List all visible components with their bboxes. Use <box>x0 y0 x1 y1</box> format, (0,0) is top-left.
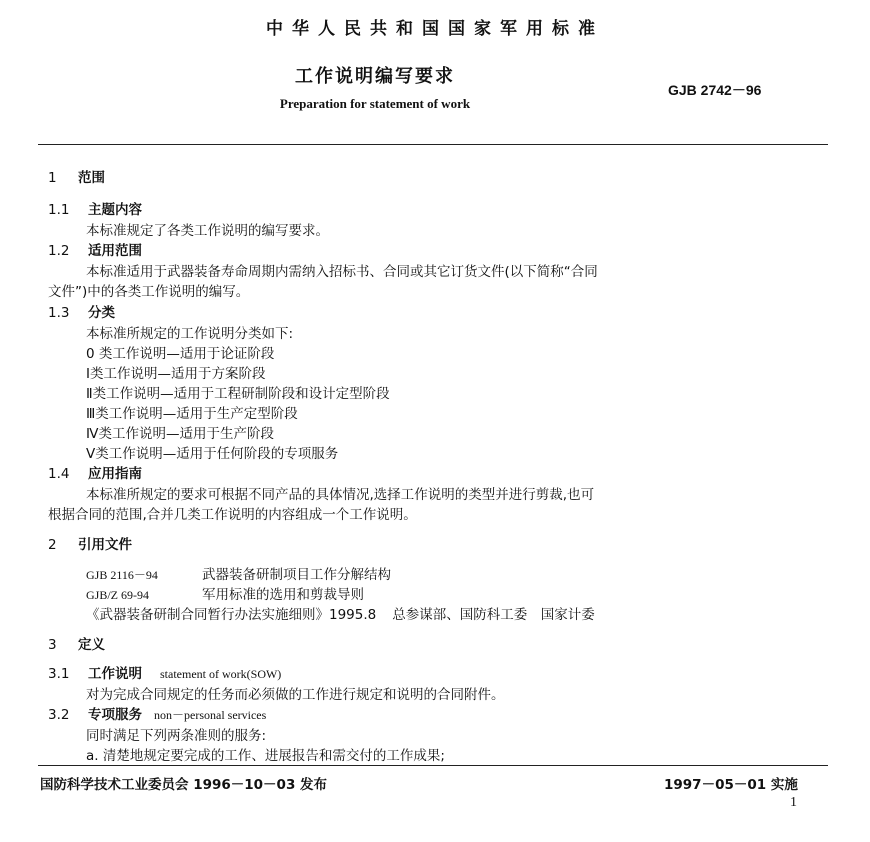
list-item: Ⅳ类工作说明—适用于生产阶段 <box>86 426 274 442</box>
effective-date: 1997－05－01 实施 <box>664 777 798 793</box>
reference-name: 军用标准的选用和剪裁导则 <box>202 587 364 603</box>
term-english: statement of work(SOW) <box>160 667 282 681</box>
english-title: Preparation for statement of work <box>279 96 471 111</box>
paragraph-line: 根据合同的范围,合并几类工作说明的内容组成一个工作说明。 <box>48 507 417 523</box>
section-1-3-heading <box>48 301 115 321</box>
section-3-2-heading <box>48 703 266 723</box>
list-item: Ⅲ类工作说明—适用于生产定型阶段 <box>86 406 298 422</box>
section-number: 1 <box>48 170 57 186</box>
reference-code: 《武器装备研制合同暂行办法实施细则》1995.8 <box>86 607 377 623</box>
section-2-heading <box>48 533 132 553</box>
paragraph: 对为完成合同规定的任务而必须做的工作进行规定和说明的合同附件。 <box>86 687 505 703</box>
section-title: 定义 <box>78 637 105 653</box>
reference-code: GJB 2116－94 <box>86 568 158 582</box>
section-title: 引用文件 <box>78 537 132 553</box>
section-number: 1.2 <box>48 243 70 259</box>
header-divider <box>38 144 828 145</box>
section-3-1-heading <box>48 662 281 682</box>
standard-code: GJB 2742－96 <box>668 82 762 98</box>
reference-item <box>86 563 391 583</box>
section-number: 1.3 <box>48 305 70 321</box>
term-english: non－personal services <box>154 708 267 722</box>
list-item: Ⅱ类工作说明—适用于工程研制阶段和设计定型阶段 <box>86 386 390 402</box>
section-number: 1.4 <box>48 466 70 482</box>
section-number: 3.2 <box>48 707 70 723</box>
section-title: 分类 <box>88 305 115 321</box>
section-number: 1.1 <box>48 202 70 218</box>
issuer-date: 国防科学技术工业委员会 1996－10－03 发布 <box>40 777 328 793</box>
reference-code: GJB/Z 69-94 <box>86 588 149 602</box>
paragraph-line: 本标准所规定的要求可根据不同产品的具体情况,选择工作说明的类型并进行剪裁,也可 <box>86 487 595 503</box>
paragraph: 同时满足下列两条准则的服务: <box>86 728 267 744</box>
section-1-4-heading <box>48 462 142 482</box>
reference-item <box>86 603 595 623</box>
section-3-heading <box>48 633 105 653</box>
list-item: Ⅴ类工作说明—适用于任何阶段的专项服务 <box>86 446 339 462</box>
document-title: 工作说明编写要求 <box>295 66 455 87</box>
section-1-heading <box>48 166 105 186</box>
section-title: 范围 <box>78 170 105 186</box>
section-1-2-heading <box>48 239 142 259</box>
reference-name: 武器装备研制项目工作分解结构 <box>202 567 391 583</box>
section-title: 主题内容 <box>88 202 142 218</box>
section-number: 3.1 <box>48 666 70 682</box>
section-title: 专项服务 <box>88 707 142 723</box>
standard-type-heading: 中华人民共和国国家军用标准 <box>266 19 604 39</box>
section-title: 工作说明 <box>88 666 142 682</box>
section-number: 2 <box>48 537 57 553</box>
paragraph: 本标准所规定的工作说明分类如下: <box>86 326 294 342</box>
section-1-1-heading <box>48 198 142 218</box>
section-number: 3 <box>48 637 57 653</box>
paragraph-line: 文件”)中的各类工作说明的编写。 <box>48 284 250 300</box>
reference-name: 总参谋部、国防科工委 国家计委 <box>392 607 595 623</box>
list-item: a. 清楚地规定要完成的工作、进展报告和需交付的工作成果; <box>86 748 445 764</box>
page-number: 1 <box>790 795 797 810</box>
reference-item <box>86 583 364 603</box>
list-item: 0 类工作说明—适用于论证阶段 <box>86 346 275 362</box>
section-title: 应用指南 <box>88 466 142 482</box>
footer-divider <box>38 765 828 766</box>
paragraph: 本标准规定了各类工作说明的编写要求。 <box>86 223 329 239</box>
list-item: Ⅰ类工作说明—适用于方案阶段 <box>86 366 266 382</box>
paragraph-line: 本标准适用于武器装备寿命周期内需纳入招标书、合同或其它订货文件(以下简称“合同 <box>86 264 598 280</box>
section-title: 适用范围 <box>88 243 142 259</box>
